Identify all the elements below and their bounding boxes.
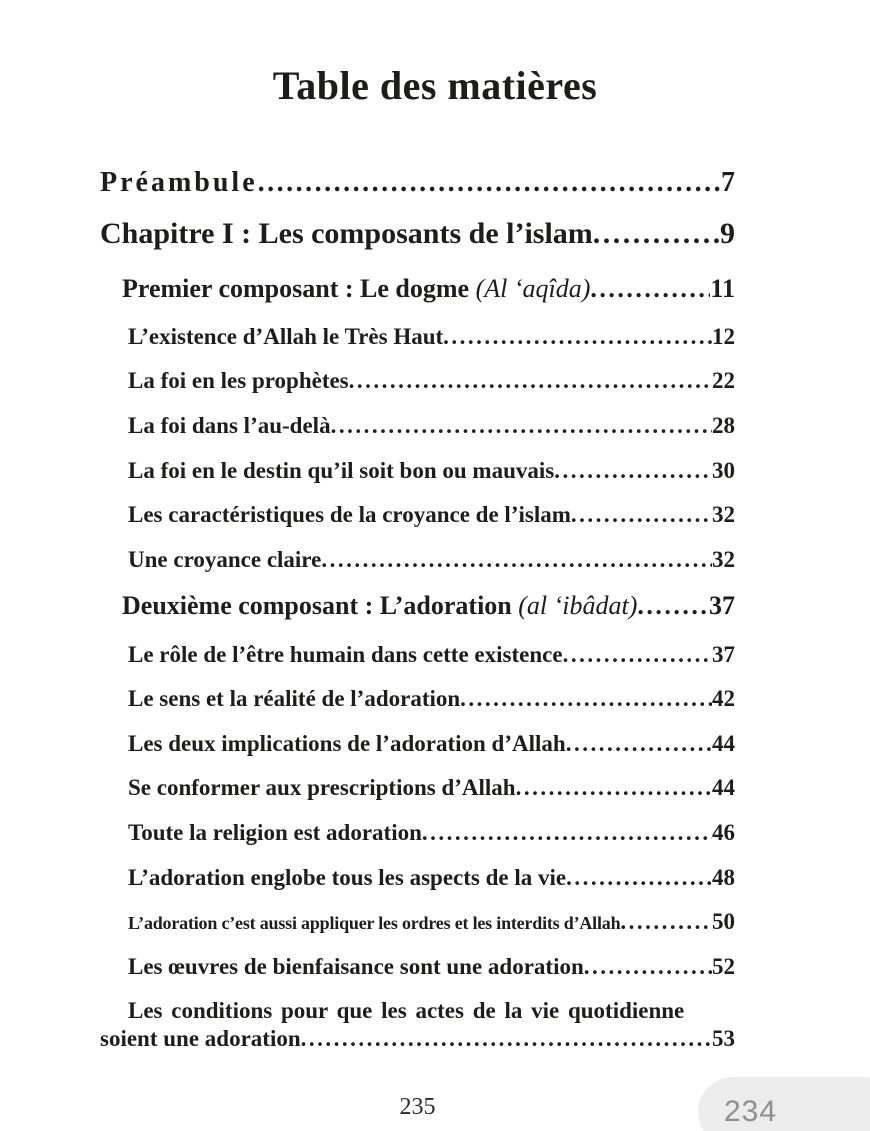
toc-entry: [100, 864, 735, 892]
toc-entry-page: 48: [712, 864, 735, 890]
toc-entry-page: 52: [712, 953, 735, 979]
toc-entry-label: Chapitre I : Les composants de l’islam: [100, 216, 593, 250]
toc-entry-page: 12: [712, 323, 735, 349]
toc-entry-page: 22: [712, 368, 735, 394]
toc-entry-page: 28: [712, 412, 735, 438]
toc-entry: [100, 216, 735, 252]
dot-leader: [422, 819, 712, 847]
table-of-contents: [100, 166, 735, 1052]
toc-entry: [100, 1025, 735, 1053]
dot-leader: [571, 501, 712, 529]
dot-leader: [593, 216, 720, 252]
toc-entry-page: 37: [709, 591, 735, 621]
toc-entry-label: Préambule: [100, 167, 258, 198]
toc-entry: [100, 685, 735, 713]
toc-entry: [100, 273, 735, 304]
toc-entry: [100, 730, 735, 758]
toc-entry-page: 30: [712, 457, 735, 483]
toc-entry-label: Premier composant : Le dogme (Al ‘aqîda): [122, 273, 591, 303]
toc-entry-label: Une croyance claire: [128, 546, 322, 572]
toc-entry-page: 44: [712, 775, 735, 801]
dot-leader: [460, 685, 712, 713]
toc-entry-label: Toute la religion est adoration: [128, 819, 422, 845]
toc-entry-label: L’adoration c’est aussi appliquer les ordres et les interdits d’Allah: [128, 913, 621, 934]
dot-leader: [258, 166, 721, 200]
toc-entry-label: Les conditions pour que les actes de la vie quotidienne: [128, 998, 685, 1024]
toc-entry-page: 11: [710, 273, 735, 303]
footer-page-number: 235: [399, 1094, 436, 1120]
toc-entry-page: 7: [721, 167, 735, 198]
dot-leader: [566, 864, 712, 892]
toc-entry-label: soient une adoration: [100, 1025, 301, 1051]
dot-leader: [443, 323, 712, 351]
toc-entry: [100, 908, 735, 936]
dot-leader: [590, 273, 710, 304]
toc-entry-page: 53: [712, 1025, 735, 1051]
toc-entry-page: 32: [712, 546, 735, 572]
dot-leader: [554, 457, 712, 485]
toc-entry-label: La foi dans l’au-delà: [128, 412, 331, 438]
toc-entry-label: Les œuvres de bienfaisance sont une adoration: [128, 953, 584, 979]
toc-entry: [100, 953, 735, 981]
toc-entry-page: 9: [720, 216, 735, 250]
toc-entry-page: 32: [712, 502, 735, 528]
page-indicator-badge[interactable]: [698, 1077, 870, 1131]
toc-entry: [100, 774, 735, 802]
toc-entry: [100, 457, 735, 485]
toc-entry-label: Le rôle de l’être humain dans cette existence: [128, 641, 563, 667]
toc-entry: [100, 641, 735, 669]
page-indicator-label: 234: [724, 1095, 778, 1128]
toc-entry-page: 46: [712, 819, 735, 845]
dot-leader: [516, 774, 712, 802]
toc-entry: [100, 590, 735, 621]
toc-entry: [100, 819, 735, 847]
dot-leader: [566, 730, 712, 758]
toc-entry-label: Le sens et la réalité de l’adoration: [128, 686, 461, 712]
toc-entry: [100, 323, 735, 351]
toc-entry-label: L’adoration englobe tous les aspects de la vie: [128, 864, 567, 890]
dot-leader: [637, 590, 709, 621]
toc-entry-label: Les deux implications de l’adoration d’Allah: [128, 730, 566, 756]
toc-entry: [100, 997, 735, 1025]
toc-entry-label: Se conformer aux prescriptions d’Allah: [128, 775, 516, 801]
toc-entry: [100, 501, 735, 529]
dot-leader: [563, 641, 712, 669]
dot-leader: [349, 367, 712, 395]
toc-entry-page: 37: [712, 641, 735, 667]
toc-entry: [100, 367, 735, 395]
toc-entry-page: 42: [712, 686, 735, 712]
dot-leader: [584, 953, 712, 981]
dot-leader: [331, 412, 712, 440]
dot-leader: [620, 908, 712, 936]
toc-entry-label: L’existence d’Allah le Très Haut: [128, 323, 444, 349]
toc-entry-page: 44: [712, 730, 735, 756]
page-title: Table des matières: [272, 63, 598, 108]
toc-entry-label: Les caractéristiques de la croyance de l’islam: [128, 502, 571, 528]
toc-entry-label: Deuxième composant : L’adoration (al ‘ibâdat): [122, 591, 638, 621]
dot-leader: [321, 546, 712, 574]
toc-entry-label: La foi en les prophètes: [128, 368, 349, 394]
toc-entry-label: La foi en le destin qu’il soit bon ou mauvais: [128, 457, 555, 483]
dot-leader: [301, 1025, 712, 1053]
toc-entry: [100, 546, 735, 574]
toc-entry: [100, 412, 735, 440]
toc-entry-page: 50: [712, 909, 735, 935]
toc-entry: [100, 166, 735, 200]
